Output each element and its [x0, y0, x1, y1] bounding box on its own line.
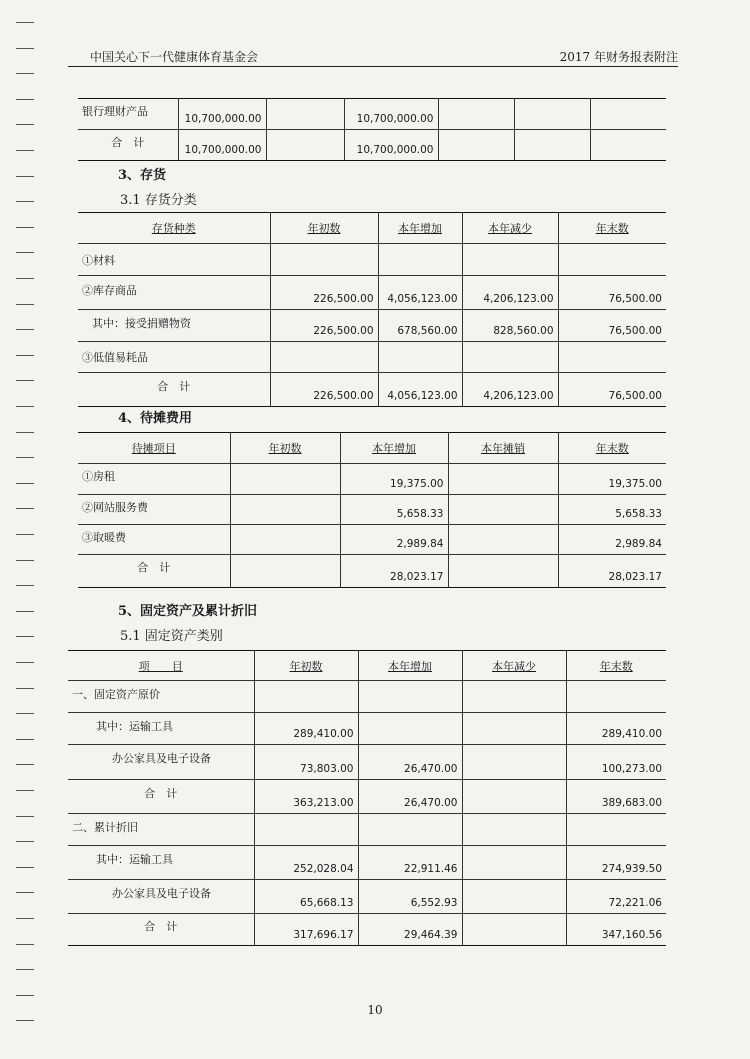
binder-tick [16, 457, 34, 458]
cell [514, 130, 590, 161]
cell [358, 713, 462, 745]
cell [462, 713, 566, 745]
table-row [68, 846, 666, 880]
row-label: 办公家具及电子设备 [68, 745, 254, 780]
cell: 10,700,000.00 [178, 99, 266, 130]
binder-tick [16, 22, 34, 23]
table-row [78, 130, 666, 161]
cell [230, 464, 340, 495]
binder-tick [16, 892, 34, 893]
binder-tick [16, 790, 34, 791]
cell: 28,023.17 [340, 555, 448, 588]
cell: 65,668.13 [254, 880, 358, 914]
table-row [78, 555, 666, 588]
table-row [68, 814, 666, 846]
cell [358, 814, 462, 846]
table-row [68, 914, 666, 946]
cell [438, 99, 514, 130]
cell: 22,911.46 [358, 846, 462, 880]
row-label: ②网站服务费 [78, 495, 230, 525]
cell: 19,375.00 [340, 464, 448, 495]
cell [590, 130, 666, 161]
table-row [78, 310, 666, 342]
cell: 317,696.17 [254, 914, 358, 946]
cell [462, 880, 566, 914]
binder-tick [16, 252, 34, 253]
prepaid-expenses-table [78, 432, 666, 588]
cell: 2,989.84 [340, 525, 448, 555]
binder-tick [16, 124, 34, 125]
binder-tick [16, 150, 34, 151]
table-row [68, 880, 666, 914]
cell [462, 342, 558, 373]
cell [438, 130, 514, 161]
binder-tick [16, 355, 34, 356]
cell: 72,221.06 [566, 880, 666, 914]
section-5-1-subheading: 5.1 固定资产类别 [120, 629, 223, 644]
binder-tick [16, 73, 34, 74]
cell: 10,700,000.00 [344, 130, 438, 161]
cell [566, 814, 666, 846]
cell: 73,803.00 [254, 745, 358, 780]
binder-tick [16, 918, 34, 919]
cell [514, 99, 590, 130]
binder-tick [16, 227, 34, 228]
binder-tick [16, 636, 34, 637]
binder-tick [16, 508, 34, 509]
table-row [68, 681, 666, 713]
table-header-row [68, 651, 666, 681]
page-header [68, 44, 678, 67]
binder-tick [16, 304, 34, 305]
cell [566, 681, 666, 713]
col-header: 年初数 [230, 433, 340, 464]
cell: 347,160.56 [566, 914, 666, 946]
table-row [78, 244, 666, 276]
cell: 4,206,123.00 [462, 276, 558, 310]
continuation-table [78, 98, 666, 161]
cell: 76,500.00 [558, 310, 666, 342]
row-label: ③取暖费 [78, 525, 230, 555]
binder-tick [16, 867, 34, 868]
table-row [78, 464, 666, 495]
cell: 226,500.00 [270, 373, 378, 407]
row-label: 一、固定资产原价 [68, 681, 254, 713]
cell [254, 681, 358, 713]
table-row [68, 780, 666, 814]
cell: 678,560.00 [378, 310, 462, 342]
col-header: 项 目 [68, 651, 254, 681]
binder-tick [16, 432, 34, 433]
binder-tick [16, 995, 34, 996]
cell [558, 244, 666, 276]
row-label: ③低值易耗品 [78, 342, 270, 373]
cell: 10,700,000.00 [178, 130, 266, 161]
binder-tick [16, 406, 34, 407]
cell: 76,500.00 [558, 276, 666, 310]
col-header: 待摊项目 [78, 433, 230, 464]
binder-tick [16, 841, 34, 842]
table-header-row [78, 433, 666, 464]
col-header: 本年减少 [462, 213, 558, 244]
row-label: 其中：运输工具 [68, 846, 254, 880]
binder-tick [16, 560, 34, 561]
binder-tick [16, 662, 34, 663]
binder-tick [16, 201, 34, 202]
table-header-row [78, 213, 666, 244]
cell: 19,375.00 [558, 464, 666, 495]
col-header: 年末数 [558, 433, 666, 464]
binder-tick [16, 380, 34, 381]
row-label: 合 计 [68, 914, 254, 946]
cell [590, 99, 666, 130]
cell [462, 244, 558, 276]
cell [230, 525, 340, 555]
binder-tick [16, 585, 34, 586]
binder-tick [16, 329, 34, 330]
fixed-assets-table [68, 650, 666, 946]
col-header: 年初数 [270, 213, 378, 244]
binder-tick [16, 944, 34, 945]
table-row [78, 276, 666, 310]
cell: 26,470.00 [358, 780, 462, 814]
section-5-heading: 5、固定资产及累计折旧 [118, 604, 258, 619]
cell [230, 555, 340, 588]
table-row [78, 373, 666, 407]
section-4-heading: 4、待摊费用 [118, 411, 193, 426]
cell [230, 495, 340, 525]
col-header: 年末数 [558, 213, 666, 244]
cell [266, 99, 344, 130]
cell [462, 780, 566, 814]
cell: 289,410.00 [254, 713, 358, 745]
section-3-1-subheading: 3.1 存货分类 [120, 193, 197, 208]
row-label: 合 计 [78, 130, 178, 161]
col-header: 本年减少 [462, 651, 566, 681]
cell [448, 495, 558, 525]
cell [462, 681, 566, 713]
cell: 5,658.33 [558, 495, 666, 525]
cell [270, 342, 378, 373]
binder-tick [16, 713, 34, 714]
cell: 4,056,123.00 [378, 373, 462, 407]
report-title: 2017 年财务报表附注 [559, 50, 678, 64]
row-label: 合 计 [68, 780, 254, 814]
binder-tick [16, 1020, 34, 1021]
cell: 10,700,000.00 [344, 99, 438, 130]
col-header: 本年增加 [340, 433, 448, 464]
cell: 274,939.50 [566, 846, 666, 880]
col-header: 本年摊销 [448, 433, 558, 464]
cell: 226,500.00 [270, 276, 378, 310]
cell [254, 814, 358, 846]
cell: 828,560.00 [462, 310, 558, 342]
binder-tick [16, 99, 34, 100]
binder-tick [16, 483, 34, 484]
cell [448, 525, 558, 555]
cell [378, 244, 462, 276]
cell [462, 745, 566, 780]
cell: 28,023.17 [558, 555, 666, 588]
row-label: ②库存商品 [78, 276, 270, 310]
row-label: 银行理财产品 [78, 99, 178, 130]
cell: 389,683.00 [566, 780, 666, 814]
cell: 252,028.04 [254, 846, 358, 880]
binder-tick [16, 688, 34, 689]
table-row [78, 99, 666, 130]
row-label: 合 计 [78, 373, 270, 407]
col-header: 年末数 [566, 651, 666, 681]
cell: 4,206,123.00 [462, 373, 558, 407]
binder-marks [0, 0, 40, 1059]
binder-tick [16, 764, 34, 765]
cell [558, 342, 666, 373]
cell: 4,056,123.00 [378, 276, 462, 310]
cell [448, 555, 558, 588]
cell [462, 914, 566, 946]
cell: 100,273.00 [566, 745, 666, 780]
binder-tick [16, 969, 34, 970]
page-number: 10 [367, 1003, 383, 1017]
cell: 5,658.33 [340, 495, 448, 525]
binder-tick [16, 739, 34, 740]
col-header: 存货种类 [78, 213, 270, 244]
cell: 6,552.93 [358, 880, 462, 914]
cell: 363,213.00 [254, 780, 358, 814]
cell: 289,410.00 [566, 713, 666, 745]
row-label: 其中：运输工具 [68, 713, 254, 745]
cell [378, 342, 462, 373]
cell: 226,500.00 [270, 310, 378, 342]
row-label: 二、累计折旧 [68, 814, 254, 846]
binder-tick [16, 176, 34, 177]
row-label: ①房租 [78, 464, 230, 495]
inventory-table [78, 212, 666, 407]
table-row [68, 745, 666, 780]
table-row [78, 525, 666, 555]
cell [448, 464, 558, 495]
cell [266, 130, 344, 161]
table-row [78, 342, 666, 373]
section-3-heading: 3、存货 [118, 168, 167, 183]
row-label: 合 计 [78, 555, 230, 588]
binder-tick [16, 278, 34, 279]
cell: 29,464.39 [358, 914, 462, 946]
row-label: 办公家具及电子设备 [68, 880, 254, 914]
row-label: ①材料 [78, 244, 270, 276]
cell [358, 681, 462, 713]
col-header: 本年增加 [378, 213, 462, 244]
binder-tick [16, 611, 34, 612]
cell [270, 244, 378, 276]
org-name: 中国关心下一代健康体育基金会 [90, 50, 259, 64]
cell: 2,989.84 [558, 525, 666, 555]
binder-tick [16, 816, 34, 817]
cell [462, 814, 566, 846]
row-label: 其中：接受捐赠物资 [78, 310, 270, 342]
binder-tick [16, 48, 34, 49]
col-header: 本年增加 [358, 651, 462, 681]
cell [462, 846, 566, 880]
table-row [78, 495, 666, 525]
binder-tick [16, 534, 34, 535]
cell: 76,500.00 [558, 373, 666, 407]
col-header: 年初数 [254, 651, 358, 681]
table-row [68, 713, 666, 745]
cell: 26,470.00 [358, 745, 462, 780]
